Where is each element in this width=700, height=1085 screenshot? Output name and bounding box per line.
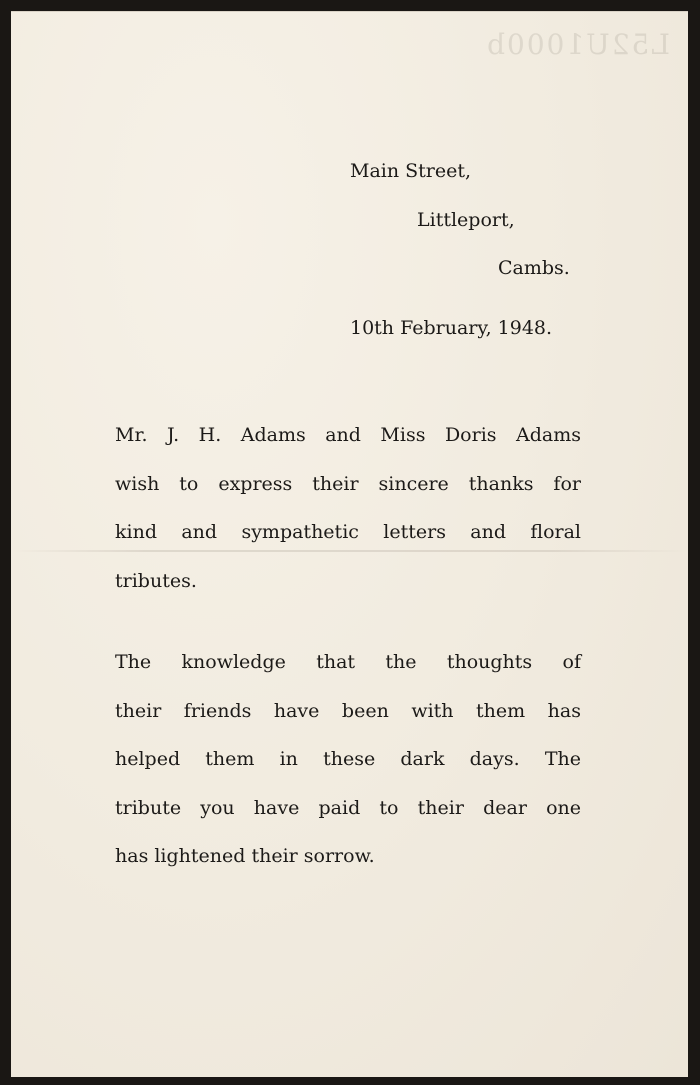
paragraph-line: kind and sympathetic letters and floral: [115, 521, 581, 543]
show-through-mark: L52U1000b: [484, 28, 670, 61]
paragraph-line: tributes.: [115, 569, 197, 592]
paragraph-line: wish to express their sincere thanks for: [115, 472, 581, 495]
paragraph-line: has lightened their sorrow.: [115, 845, 375, 867]
address-line-county: Cambs.: [498, 257, 570, 279]
paragraph-line: Mr. J. H. Adams and Miss Doris Adams: [115, 424, 581, 446]
thanks-paragraph: [115, 411, 581, 605]
paragraph-line: tribute you have paid to their dear one: [115, 796, 581, 819]
address-line-street: Main Street,: [350, 160, 472, 182]
letter-date: 10th February, 1948.: [350, 317, 553, 339]
letter-card: [11, 11, 688, 1077]
address-line-town: Littleport,: [417, 209, 515, 231]
paragraph-line: helped them in these dark days. The: [115, 748, 581, 770]
sentiment-paragraph: [115, 638, 581, 881]
paragraph-line: their friends have been with them has: [115, 699, 581, 722]
paragraph-line: The knowledge that the thoughts of: [115, 651, 581, 673]
